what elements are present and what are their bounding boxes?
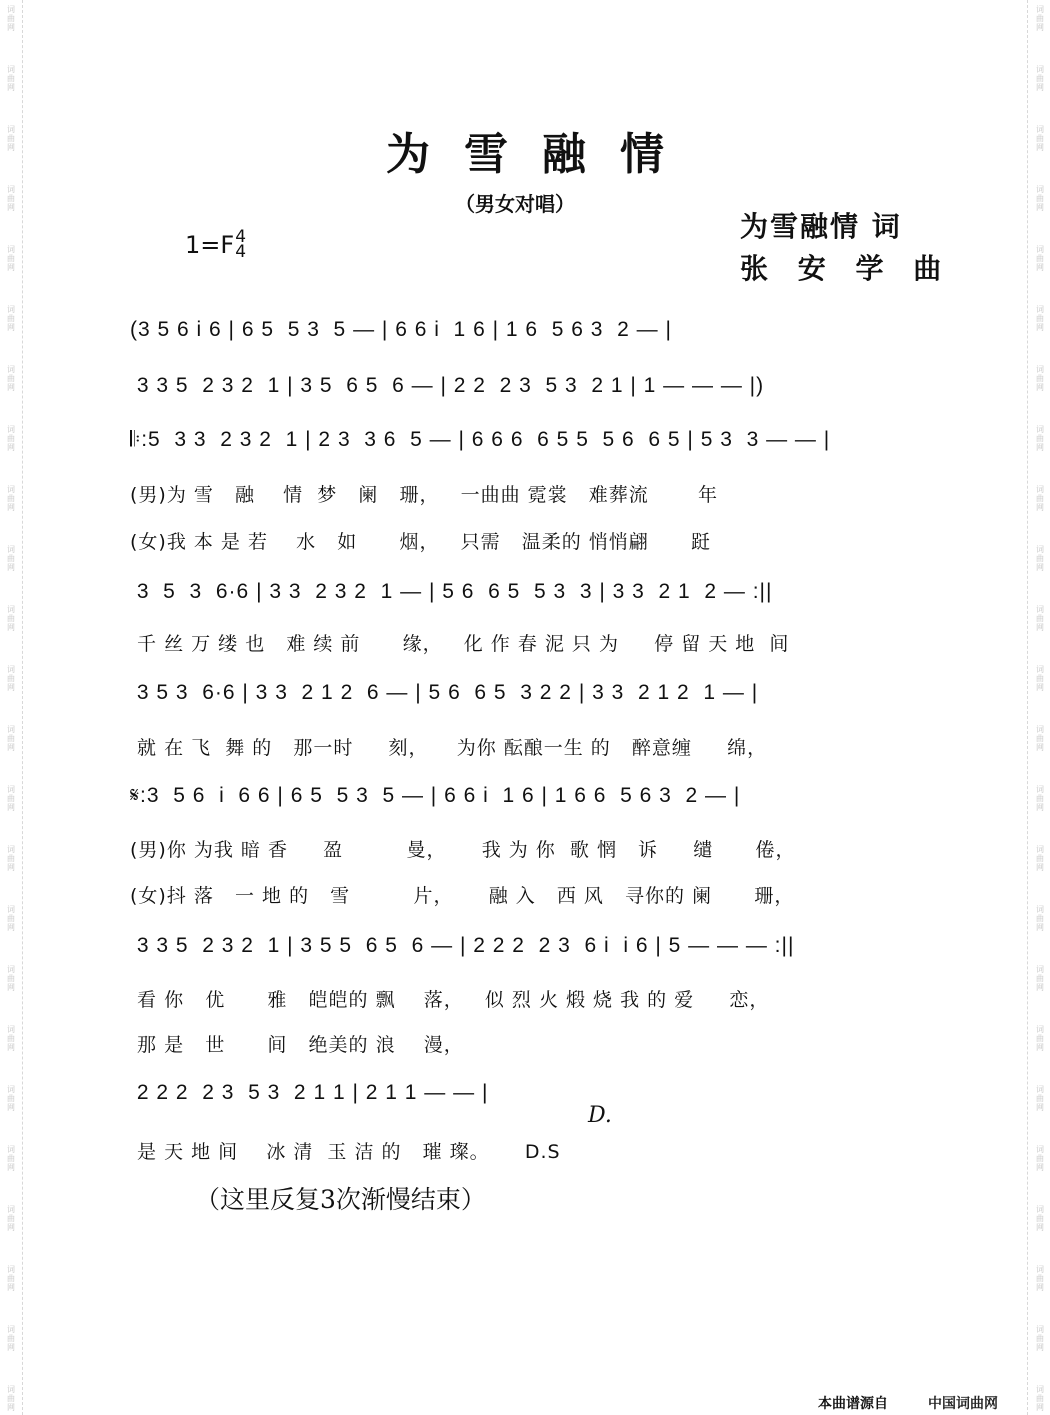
watermark-text: 词 曲 网: [1036, 305, 1044, 332]
time-signature: [235, 227, 247, 262]
watermark-text: 词 曲 网: [1036, 545, 1044, 572]
watermark-text: 词 曲 网: [1036, 905, 1044, 932]
watermark-text: 词 曲 网: [7, 1325, 15, 1352]
watermark-text: 词 曲 网: [7, 485, 15, 512]
watermark-text: 词 曲 网: [7, 1085, 15, 1112]
watermark-text: 词 曲 网: [7, 245, 15, 272]
watermark-text: 词 曲 网: [1036, 845, 1044, 872]
watermark-text: 词 曲 网: [7, 1145, 15, 1172]
watermark-text: 词 曲 网: [1036, 965, 1044, 992]
lyric-line: 那 是 世 间 绝美的 浪 漫，: [130, 1034, 464, 1056]
watermark-text: 词 曲 网: [1036, 1205, 1044, 1232]
watermark-text: 词 曲 网: [1036, 1385, 1044, 1412]
watermark-text: 词 曲 网: [1036, 725, 1044, 752]
watermark-text: 词 曲 网: [7, 785, 15, 812]
end-note: （这里反复3次渐慢结束）: [195, 1185, 486, 1214]
watermark-text: 词 曲 网: [1036, 1025, 1044, 1052]
watermark-text: 词 曲 网: [7, 1385, 15, 1412]
notation-line: 3 3 5 2 3 2 1 | 3 5 6 5 6 — | 2 2 2 3 5 3 2 1 | 1 — — — |): [130, 374, 765, 397]
watermark-text: 词 曲 网: [1036, 1145, 1044, 1172]
watermark-text: 词 曲 网: [7, 1025, 15, 1052]
watermark-text: 词 曲 网: [1036, 1265, 1044, 1292]
watermark-text: 词 曲 网: [1036, 125, 1044, 152]
watermark-text: 词 曲 网: [7, 425, 15, 452]
watermark-text: 词 曲 网: [1036, 425, 1044, 452]
watermark-text: 词 曲 网: [7, 605, 15, 632]
source-site: 中国词曲网: [928, 1396, 998, 1412]
watermark-text: 词 曲 网: [7, 1205, 15, 1232]
watermark-text: 词 曲 网: [7, 845, 15, 872]
watermark-text: 词 曲 网: [7, 725, 15, 752]
notation-line: 3 3 5 2 3 2 1 | 3 5 5 6 5 6 — | 2 2 2 2 3 6 i i 6 | 5 — — — :||: [130, 934, 795, 957]
watermark-text: 词 曲 网: [7, 1265, 15, 1292]
lyric-line: (女)我 本 是 若 水 如 烟， 只需 温柔的 悄悄翩 跹: [130, 531, 711, 553]
composer-credit: 张 安 学 曲: [740, 252, 952, 285]
watermark-text: 词 曲 网: [7, 65, 15, 92]
time-signature-bottom: 4: [235, 242, 247, 262]
lyric-line: (女)抖 落 一 地 的 雪 片， 融 入 西 风 寻你的 阑 珊，: [130, 885, 795, 907]
watermark-text: 词 曲 网: [7, 5, 15, 32]
watermark-text: 词 曲 网: [1036, 185, 1044, 212]
watermark-text: 词 曲 网: [1036, 65, 1044, 92]
lyric-line: 看 你 优 雅 皑皑的 飘 落， 似 烈 火 煅 烧 我 的 爱 恋，: [130, 989, 770, 1011]
source-label: 本曲谱源自: [818, 1396, 888, 1412]
notation-line: 2 2 2 2 3 5 3 2 1 1 | 2 1 1 — — |: [130, 1081, 489, 1104]
watermark-text: 词 曲 网: [1036, 605, 1044, 632]
watermark-text: 词 曲 网: [7, 905, 15, 932]
watermark-text: 词 曲 网: [7, 185, 15, 212]
watermark-text: 词 曲 网: [1036, 485, 1044, 512]
watermark-text: 词 曲 网: [1036, 5, 1044, 32]
lyricist-credit: 为雪融情 词: [740, 210, 902, 243]
right-watermark-strip: [1027, 0, 1050, 1415]
lyric-line: 千 丝 万 缕 也 难 续 前 缘， 化 作 春 泥 只 为 停 留 天 地 间: [130, 633, 790, 655]
notation-line: 𝄋:3 5 6 i 6 6 | 6 5 5 3 5 — | 6 6 i 1 6 | 1 6 6 5 6 3 2 — |: [130, 784, 741, 807]
watermark-text: 词 曲 网: [1036, 1325, 1044, 1352]
lyric-line: 是 天 地 间 冰 清 玉 洁 的 璀 璨。 D.S: [130, 1141, 561, 1163]
nav-mark: D.: [588, 1103, 612, 1128]
song-title: 为雪融情: [386, 129, 698, 180]
watermark-text: 词 曲 网: [7, 965, 15, 992]
left-watermark-strip: [0, 0, 23, 1415]
lyric-line: 就 在 飞 舞 的 那一时 刻， 为你 酝酿一生 的 醉意缠 绵，: [130, 737, 768, 759]
lyric-line: (男)你 为我 暗 香 盈 曼， 我 为 你 歌 惘 诉 缱 倦，: [130, 839, 796, 861]
watermark-text: 词 曲 网: [7, 365, 15, 392]
time-signature-top: 4: [235, 227, 247, 247]
watermark-text: 词 曲 网: [1036, 365, 1044, 392]
notation-line: 𝄆:5 3 3 2 3 2 1 | 2 3 3 6 5 — | 6 6 6 6 5 5 5 6 6 5 | 5 3 3 — — |: [130, 428, 831, 451]
watermark-text: 词 曲 网: [1036, 785, 1044, 812]
watermark-text: 词 曲 网: [7, 305, 15, 332]
key-signature: [185, 227, 247, 262]
watermark-text: 词 曲 网: [7, 545, 15, 572]
watermark-text: 词 曲 网: [1036, 1085, 1044, 1112]
watermark-text: 词 曲 网: [7, 125, 15, 152]
watermark-text: 词 曲 网: [7, 665, 15, 692]
notation-line: 3 5 3 6·6 | 3 3 2 3 2 1 — | 5 6 6 5 5 3 3 | 3 3 2 1 2 — :||: [130, 580, 773, 603]
watermark-text: 词 曲 网: [1036, 665, 1044, 692]
lyric-line: (男)为 雪 融 情 梦 阑 珊， 一曲曲 霓裳 难葬流 年: [130, 484, 719, 506]
key-prefix: 1=F: [185, 231, 235, 259]
notation-line: 3 5 3 6·6 | 3 3 2 1 2 6 — | 5 6 6 5 3 2 2 | 3 3 2 1 2 1 — |: [130, 681, 759, 704]
notation-line: (3 5 6 i 6 | 6 5 5 3 5 — | 6 6 i 1 6 | 1 6 5 6 3 2 — |: [130, 318, 672, 341]
watermark-text: 词 曲 网: [1036, 245, 1044, 272]
subtitle: （男女对唱）: [455, 192, 575, 216]
